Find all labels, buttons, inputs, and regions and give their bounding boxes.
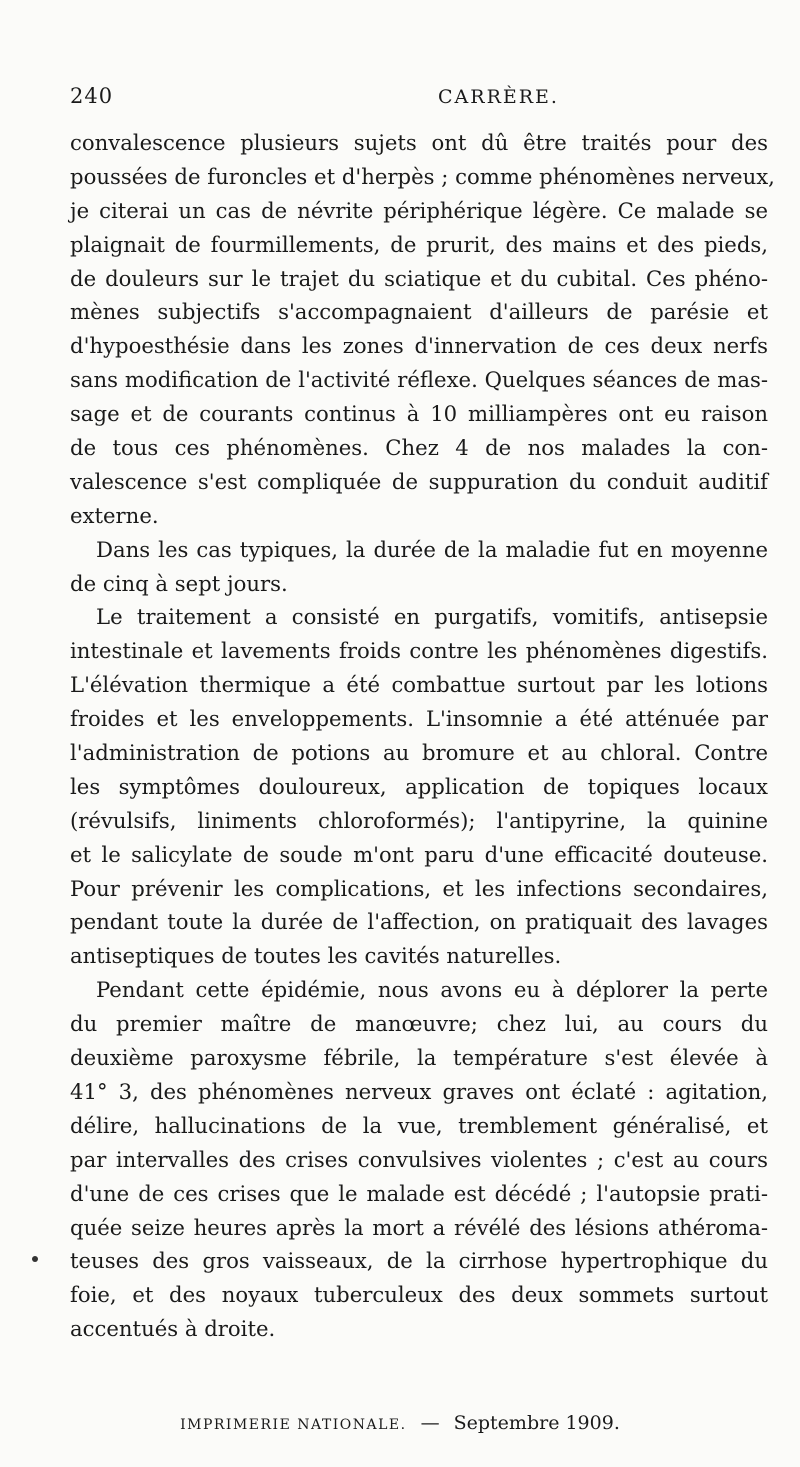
text-line: d'hypoesthésie dans les zones d'innervation de ces deux nerfs <box>70 333 768 359</box>
running-head: CARRÈRE. <box>438 86 559 108</box>
text-line: L'élévation thermique a été combattue surtout par les lotions <box>70 672 768 698</box>
text-line: d'une de ces crises que le malade est décédé ; l'autopsie prati- <box>70 1180 768 1206</box>
text-line: Pour prévenir les complications, et les infections secondaires, <box>70 875 768 901</box>
text-line: délire, hallucinations de la vue, tremblement généralisé, et <box>70 1112 768 1138</box>
text-line: intestinale et lavements froids contre les phénomènes digestifs. <box>70 638 768 664</box>
text-line: 41° 3, des phénomènes nerveux graves ont éclaté : agitation, <box>70 1078 768 1104</box>
text-line: antiseptiques de toutes les cavités naturelles. <box>70 943 562 969</box>
text-line: foie, et des noyaux tuberculeux des deux sommets surtout <box>70 1282 768 1308</box>
text-line: convalescence plusieurs sujets ont dû être traités pour des <box>70 130 768 155</box>
text-line: de tous ces phénomènes. Chez 4 de nos malades la con- <box>70 435 768 461</box>
text-line: et le salicylate de soude m'ont paru d'une efficacité douteuse. <box>70 841 768 867</box>
text-line: les symptômes douloureux, application de topiques locaux <box>70 773 768 799</box>
text-line: externe. <box>70 502 159 528</box>
text-line: mènes subjectifs s'accompagnaient d'ailleurs de parésie et <box>70 299 768 325</box>
paragraph-first-line: Pendant cette épidémie, nous avons eu à déplorer la perte <box>96 977 768 1003</box>
printer-imprint: IMPRIMERIE NATIONALE. <box>180 1417 407 1433</box>
paragraph-first-line: Dans les cas typiques, la durée de la maladie fut en moyenne <box>96 536 768 562</box>
paragraph-first-line: Le traitement a consisté en purgatifs, vomitifs, antisepsie <box>96 604 768 630</box>
text-line: valescence s'est compliquée de suppuration du conduit auditif <box>70 468 768 494</box>
printer-footer <box>0 1412 800 1434</box>
page-header <box>70 84 750 114</box>
text-line: du premier maître de manœuvre; chez lui, au cours du <box>70 1011 768 1037</box>
text-line: froides et les enveloppements. L'insomnie a été atténuée par <box>70 706 768 732</box>
margin-mark <box>32 1256 38 1262</box>
footer-dash: — <box>420 1412 440 1434</box>
text-line: l'administration de potions au bromure et au chloral. Contre <box>70 740 768 766</box>
text-line: de douleurs sur le trajet du sciatique et du cubital. Ces phéno- <box>70 265 768 291</box>
text-line: sans modification de l'activité réflexe. Quelques séances de mas- <box>70 367 768 393</box>
text-line: plaignait de fourmillements, de prurit, des mains et des pieds, <box>70 231 768 257</box>
text-line: (révulsifs, liniments chloroformés); l'antipyrine, la quinine <box>70 807 768 833</box>
text-line: poussées de furoncles et d'herpès ; comme phénomènes nerveux, <box>70 163 775 189</box>
text-line: je citerai un cas de névrite périphérique légère. Ce malade se <box>70 197 768 223</box>
text-line: deuxième paroxysme fébrile, la température s'est élevée à <box>70 1045 768 1071</box>
text-line: de cinq à sept jours. <box>70 570 288 596</box>
body-text <box>70 126 775 1346</box>
text-line: accentués à droite. <box>70 1316 276 1342</box>
text-line: pendant toute la durée de l'affection, on pratiquait des lavages <box>70 909 768 935</box>
text-line: par intervalles des crises convulsives violentes ; c'est au cours <box>70 1146 768 1172</box>
print-date: Septembre 1909. <box>453 1412 620 1434</box>
text-line: teuses des gros vaisseaux, de la cirrhose hypertrophique du <box>70 1248 768 1274</box>
text-line: sage et de courants continus à 10 milliampères ont eu raison <box>70 401 768 427</box>
page-number: 240 <box>70 84 114 108</box>
text-line: quée seize heures après la mort a révélé des lésions athéroma- <box>70 1214 768 1240</box>
